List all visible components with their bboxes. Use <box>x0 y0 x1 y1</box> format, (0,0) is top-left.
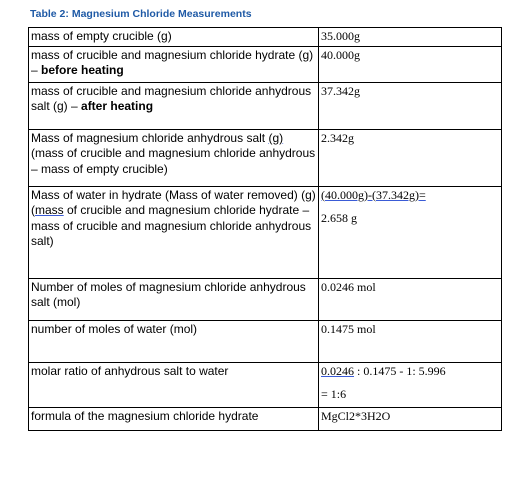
row-value: 40.000g <box>319 46 502 82</box>
value-underlined: 0.0246 <box>321 363 354 378</box>
label-underlined: (g) <box>268 130 284 145</box>
row-label <box>29 82 319 129</box>
table-row <box>29 278 502 320</box>
value-ratio: : 0.1475 - 1: 5.996 <box>354 363 446 378</box>
row-label <box>29 186 319 278</box>
row-label <box>29 129 319 186</box>
label-emphasis: after heating <box>81 99 154 113</box>
table-row <box>29 186 502 278</box>
row-value: MgCl2*3H2O <box>319 407 502 430</box>
table-row <box>29 320 502 362</box>
label-underlined: mass <box>35 203 64 217</box>
value-result: 2.658 g <box>321 211 357 225</box>
row-label: molar ratio of anhydrous salt to water <box>29 362 319 407</box>
row-value: 2.342g <box>319 129 502 186</box>
value-simplified: = 1:6 <box>321 387 347 401</box>
row-value: 0.1475 mol <box>319 320 502 362</box>
label-text: Mass of magnesium chloride anhydrous salt <box>31 130 269 145</box>
label-subtext: of crucible and magnesium chloride hydrate – mass of crucible and magnesium chloride anhydrous salt) <box>31 203 312 248</box>
table-row <box>29 129 502 186</box>
measurements-table <box>28 27 502 431</box>
table-row <box>29 46 502 82</box>
label-text: mass of crucible and magnesium chloride hydrate (g) – <box>31 47 314 77</box>
label-text: Mass of water in hydrate (Mass of water removed) (g) <box>31 187 316 202</box>
row-value <box>319 186 502 278</box>
value-equation: (40.000g)-(37.342g)= <box>321 187 426 202</box>
row-value: 0.0246 mol <box>319 278 502 320</box>
row-label: Number of moles of magnesium chloride anhydrous salt (mol) <box>29 278 319 320</box>
table-number: Table 2 <box>30 8 66 20</box>
row-label: number of moles of water (mol) <box>29 320 319 362</box>
label-text: mass of crucible and magnesium chloride anhydrous salt (g) – <box>31 83 312 113</box>
label-paren: ( <box>31 203 35 217</box>
row-label: mass of empty crucible (g) <box>29 28 319 47</box>
table-row <box>29 362 502 407</box>
table-title: : Magnesium Chloride Measurements <box>65 8 252 20</box>
row-label <box>29 46 319 82</box>
table-row <box>29 28 502 47</box>
table-row <box>29 82 502 129</box>
label-emphasis: before heating <box>41 63 124 77</box>
row-value: 37.342g <box>319 82 502 129</box>
table-caption <box>30 8 252 20</box>
row-label: formula of the magnesium chloride hydrate <box>29 407 319 430</box>
row-value: 35.000g <box>319 28 502 47</box>
table-row <box>29 407 502 430</box>
row-value <box>319 362 502 407</box>
label-subtext: (mass of crucible and magnesium chloride anhydrous – mass of empty crucible) <box>31 146 316 176</box>
